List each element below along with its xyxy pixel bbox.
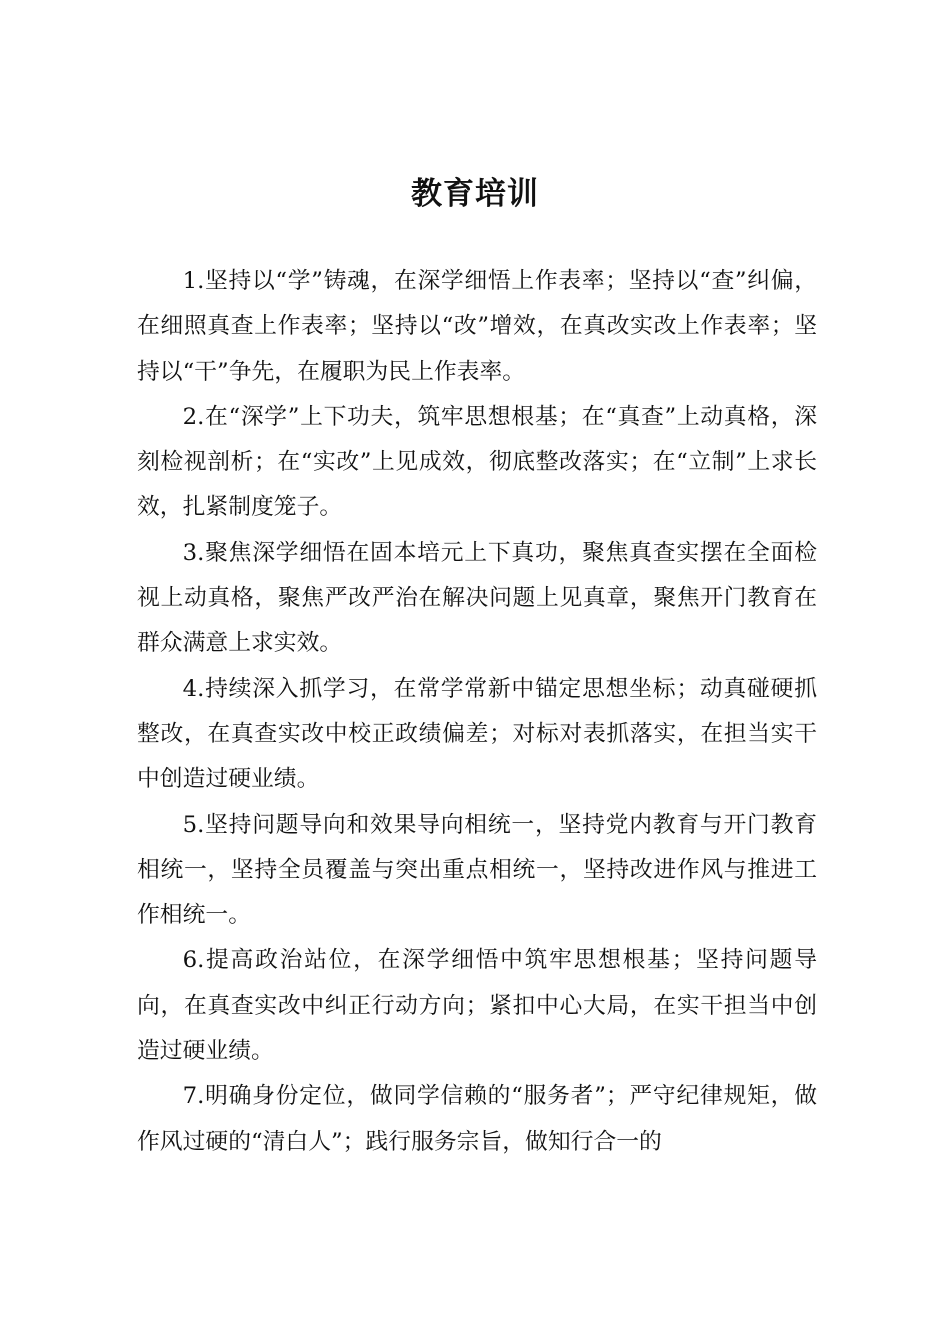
paragraph-7: 7.明确身份定位，做同学信赖的“服务者”；严守纪律规矩，做作风过硬的“清白人”；践行服务宗旨，做知行合一的: [137, 1083, 817, 1155]
paragraph-4: 4.持续深入抓学习，在常学常新中锚定思想坐标；动真碰硬抓整改，在真查实改中校正政绩偏差；对标对表抓落实，在担当实干中创造过硬业绩。: [137, 675, 817, 793]
document-body: [137, 259, 817, 1165]
paragraph-1: 1.坚持以“学”铸魂，在深学细悟上作表率；坚持以“查”纠偏，在细照真查上作表率；坚持以“改”增效，在真改实改上作表率；坚持以“干”争先，在履职为民上作表率。: [137, 268, 817, 385]
paragraph-6: 6.提高政治站位，在深学细悟中筑牢思想根基；坚持问题导向，在真查实改中纠正行动方向；紧扣中心大局，在实干担当中创造过硬业绩。: [137, 947, 817, 1065]
document-title: 教育培训: [411, 176, 539, 212]
paragraph-2: 2.在“深学”上下功夫，筑牢思想根基；在“真查”上动真格，深刻检视剖析；在“实改”上见成效，彻底整改落实；在“立制”上求长效，扎紧制度笼子。: [137, 403, 817, 521]
paragraph-3: 3.聚焦深学细悟在固本培元上下真功，聚焦真查实摆在全面检视上动真格，聚焦严改严治在解决问题上见真章，聚焦开门教育在群众满意上求实效。: [137, 539, 817, 657]
paragraph-5: 5.坚持问题导向和效果导向相统一，坚持党内教育与开门教育相统一，坚持全员覆盖与突出重点相统一，坚持改进作风与推进工作相统一。: [137, 811, 817, 929]
